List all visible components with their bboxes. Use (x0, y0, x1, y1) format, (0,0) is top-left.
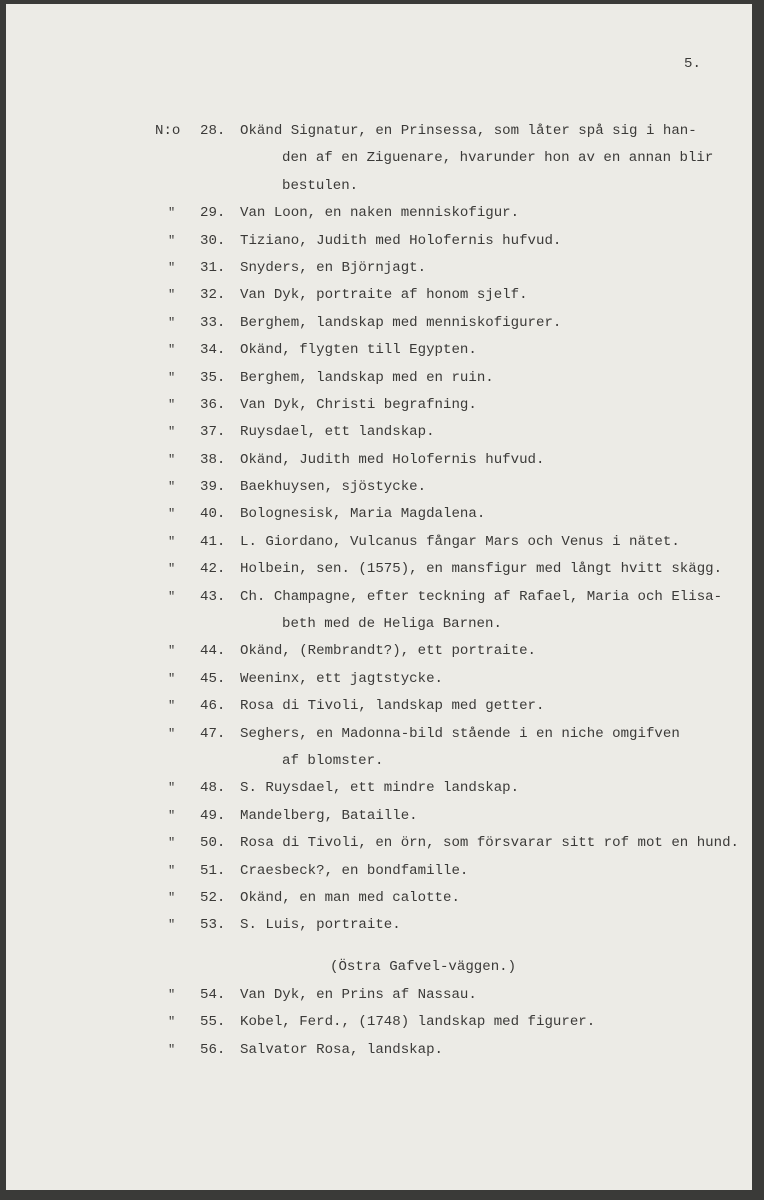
entry-number: 48. (200, 780, 226, 797)
ditto-mark: " (168, 260, 176, 275)
ditto-mark: " (168, 863, 176, 878)
ditto-mark: " (168, 288, 176, 303)
catalogue-entry (0, 559, 764, 586)
entry-text: Snyders, en Björnjagt. (240, 259, 427, 276)
entry-text-continuation: beth med de Heliga Barnen. (282, 616, 502, 633)
catalogue-entry (0, 641, 764, 668)
ditto-mark: " (168, 562, 176, 577)
entry-text: Kobel, Ferd., (1748) landskap med figurer. (240, 1014, 596, 1031)
entry-text: Van Dyk, portraite af honom sjelf. (240, 287, 528, 304)
entry-text: L. Giordano, Vulcanus fångar Mars och Venus i nätet. (240, 533, 680, 550)
entry-number: 51. (200, 862, 226, 879)
ditto-mark: " (168, 699, 176, 714)
entry-number: 55. (200, 1014, 226, 1031)
ditto-mark: " (168, 233, 176, 248)
entry-text: Okänd, (Rembrandt?), ett portraite. (240, 643, 537, 660)
entry-number: 30. (200, 232, 226, 249)
entry-text: Van Dyk, en Prins af Nassau. (240, 986, 477, 1003)
catalogue-entry (0, 121, 764, 148)
entry-text: Okänd Signatur, en Prinsessa, som låter spå sig i han- (240, 123, 697, 139)
entry-number: 35. (200, 369, 226, 386)
entry-text: Ch. Champagne, efter teckning af Rafael, Maria och Elisa- (240, 588, 723, 605)
entry-text: Salvator Rosa, landskap. (240, 1041, 443, 1058)
catalogue-entry (0, 696, 764, 723)
ditto-mark: " (168, 315, 176, 330)
ditto-mark: " (168, 206, 176, 221)
entry-number: 32. (200, 287, 226, 304)
ditto-mark: " (168, 671, 176, 686)
catalogue-entry (0, 1012, 764, 1039)
section-heading-text: (Östra Gafvel-väggen.) (330, 958, 517, 975)
catalogue-list (0, 121, 764, 1067)
entry-number: 36. (200, 396, 226, 413)
catalogue-entry (0, 504, 764, 531)
entry-number: 31. (200, 259, 226, 276)
entry-text: Okänd, Judith med Holofernis hufvud. (240, 451, 545, 468)
entry-number: 52. (200, 889, 226, 906)
catalogue-entry (0, 724, 764, 751)
ditto-mark: " (168, 452, 176, 467)
entry-text: Craesbeck?, en bondfamille. (240, 862, 469, 879)
entry-number: 49. (200, 807, 226, 824)
catalogue-entry (0, 203, 764, 230)
entry-number: 42. (200, 561, 226, 578)
catalogue-entry (0, 587, 764, 614)
catalogue-entry (0, 915, 764, 942)
entry-text-continuation: af blomster. (282, 752, 384, 769)
entry-number: 28. (200, 123, 226, 139)
catalogue-entry (0, 985, 764, 1012)
catalogue-entry (0, 450, 764, 477)
ditto-mark: " (168, 1015, 176, 1030)
catalogue-entry (0, 231, 764, 258)
entry-number: 29. (200, 205, 226, 222)
page-number: 5. (684, 56, 701, 72)
entry-text: Berghem, landskap med menniskofigurer. (240, 314, 562, 331)
ditto-mark: " (168, 507, 176, 522)
entry-number: 50. (200, 835, 226, 852)
catalogue-entry (0, 422, 764, 449)
catalogue-entry (0, 833, 764, 860)
entry-number: 41. (200, 533, 226, 550)
entry-text: S. Ruysdael, ett mindre landskap. (240, 780, 520, 797)
entry-number: 53. (200, 917, 226, 934)
entry-number: 47. (200, 725, 226, 742)
catalogue-entry (0, 669, 764, 696)
ditto-mark: " (168, 890, 176, 905)
entry-text: Van Dyk, Christi begrafning. (240, 396, 477, 413)
catalogue-entry (0, 1040, 764, 1067)
number-prefix: N:o (155, 123, 181, 139)
entry-text: Tiziano, Judith med Holofernis hufvud. (240, 232, 562, 249)
ditto-mark: " (168, 534, 176, 549)
catalogue-entry (0, 285, 764, 312)
entry-text: Okänd, flygten till Egypten. (240, 342, 477, 359)
entry-text: Ruysdael, ett landskap. (240, 424, 435, 441)
catalogue-entry-continuation (0, 751, 764, 778)
entry-text: Rosa di Tivoli, en örn, som försvarar sitt rof mot en hund. (240, 835, 739, 852)
entry-text: Weeninx, ett jagtstycke. (240, 670, 443, 687)
entry-number: 45. (200, 670, 226, 687)
ditto-mark: " (168, 1042, 176, 1057)
entry-text: Van Loon, en naken menniskofigur. (240, 205, 520, 222)
ditto-mark: " (168, 918, 176, 933)
catalogue-entry (0, 888, 764, 915)
entry-text: Rosa di Tivoli, landskap med getter. (240, 698, 545, 715)
entry-number: 40. (200, 506, 226, 523)
entry-text: Mandelberg, Bataille. (240, 807, 418, 824)
entry-number: 43. (200, 588, 226, 605)
ditto-mark: " (168, 589, 176, 604)
catalogue-entries-group-a (0, 121, 764, 943)
ditto-mark: " (168, 343, 176, 358)
entry-text: S. Luis, portraite. (240, 917, 401, 934)
ditto-mark: " (168, 781, 176, 796)
ditto-mark: " (168, 370, 176, 385)
entry-number: 56. (200, 1041, 226, 1058)
entry-text: Baekhuysen, sjöstycke. (240, 479, 427, 496)
entry-number: 34. (200, 342, 226, 359)
ditto-mark: " (168, 836, 176, 851)
section-heading (0, 943, 764, 985)
catalogue-entries-group-b (0, 985, 764, 1067)
entry-text: Berghem, landskap med en ruin. (240, 369, 494, 386)
ditto-mark: " (168, 480, 176, 495)
ditto-mark: " (168, 987, 176, 1002)
ditto-mark: " (168, 425, 176, 440)
entry-text: Okänd, en man med calotte. (240, 889, 460, 906)
ditto-mark: " (168, 397, 176, 412)
catalogue-entry-continuation (0, 614, 764, 641)
ditto-mark: " (168, 808, 176, 823)
catalogue-entry (0, 806, 764, 833)
catalogue-entry (0, 395, 764, 422)
ditto-mark: " (168, 726, 176, 741)
catalogue-entry (0, 313, 764, 340)
entry-number: 33. (200, 314, 226, 331)
catalogue-entry (0, 532, 764, 559)
catalogue-entry (0, 368, 764, 395)
entry-text: Seghers, en Madonna-bild stående i en niche omgifven (240, 725, 680, 742)
catalogue-entry (0, 258, 764, 285)
entry-number: 46. (200, 698, 226, 715)
entry-text-continuation: bestulen. (282, 177, 359, 194)
catalogue-entry-continuation (0, 176, 764, 203)
entry-number: 54. (200, 986, 226, 1003)
catalogue-entry (0, 778, 764, 805)
entry-text: Bolognesisk, Maria Magdalena. (240, 506, 486, 523)
catalogue-entry (0, 477, 764, 504)
entry-text: Holbein, sen. (1575), en mansfigur med långt hvitt skägg. (240, 561, 723, 578)
catalogue-entry (0, 861, 764, 888)
entry-number: 37. (200, 424, 226, 441)
catalogue-entry-continuation (0, 148, 764, 175)
entry-text-continuation: den af en Ziguenare, hvarunder hon av en annan blir (282, 150, 714, 167)
entry-number: 44. (200, 643, 226, 660)
catalogue-entry (0, 340, 764, 367)
ditto-mark: " (168, 644, 176, 659)
entry-number: 38. (200, 451, 226, 468)
entry-number: 39. (200, 479, 226, 496)
